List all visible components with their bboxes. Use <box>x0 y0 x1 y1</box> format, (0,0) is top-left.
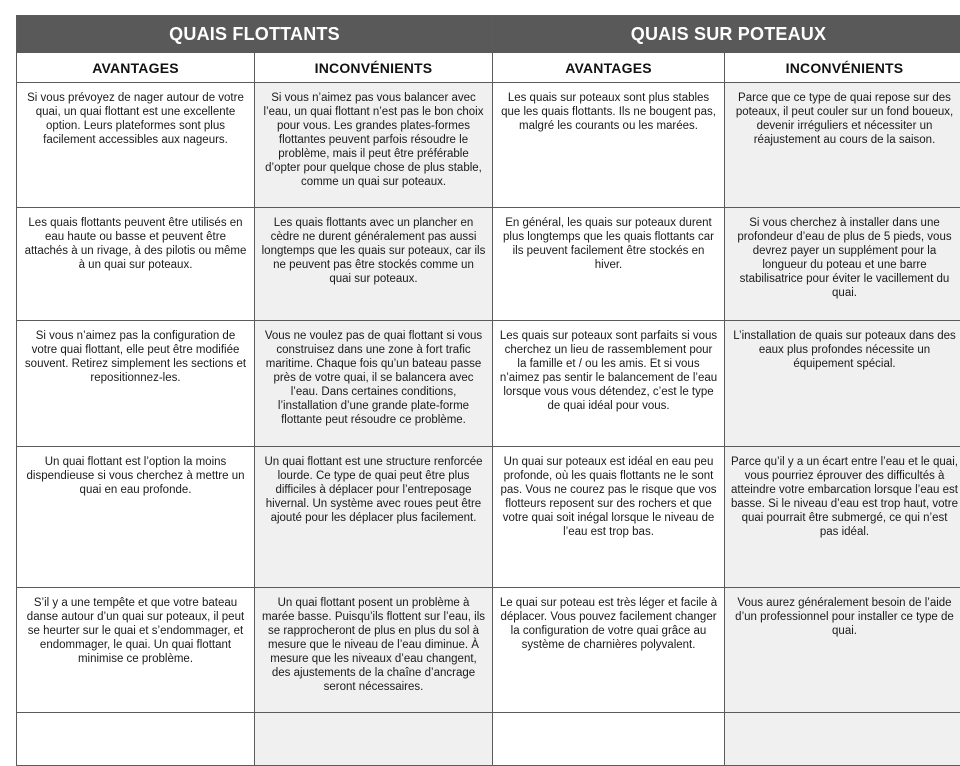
table-cell <box>493 713 725 766</box>
table-cell: L’installation de quais sur poteaux dans des eaux plus profondes nécessite un équipement spécial. <box>725 321 960 447</box>
table-row <box>17 713 960 766</box>
table-cell <box>17 713 255 766</box>
table-cell: Si vous prévoyez de nager autour de votre quai, un quai flottant est une excellente option. Leurs plateformes sont plus facilement accessibles aux nageurs. <box>17 83 255 208</box>
table-cell: Un quai sur poteaux est idéal en eau peu profonde, où les quais flottants ne le sont pas. Vous ne courez pas le risque que vos flotteurs reposent sur des rochers et que votre quai soit inégal lorsque le niveau de l’eau est trop bas. <box>493 447 725 588</box>
table-cell: Le quai sur poteau est très léger et facile à déplacer. Vous pouvez facilement changer la configuration de votre quai grâce au système de charnières polyvalent. <box>493 588 725 713</box>
column-header-row <box>17 53 960 83</box>
table-cell: Si vous n’aimez pas la configuration de votre quai flottant, elle peut être modifiée souvent. Retirez simplement les sections et repositionnez-les. <box>17 321 255 447</box>
column-header-post-advantages: AVANTAGES <box>493 53 725 83</box>
table-cell: Si vous n’aimez pas vous balancer avec l’eau, un quai flottant n’est pas le bon choix pour vous. Les grandes plates-formes flottantes peuvent parfois résoudre le problème, mais il peut être préférable d’opter pour quelque chose de plus stable, comme un quai sur poteaux. <box>255 83 493 208</box>
table-cell: En général, les quais sur poteaux durent plus longtemps que les quais flottants car ils peuvent facilement être stockés en hiver. <box>493 208 725 321</box>
table-row <box>17 321 960 447</box>
table-cell: Parce que ce type de quai repose sur des poteaux, il peut couler sur un fond boueux, devenir irréguliers et nécessiter un réajustement au cours de la saison. <box>725 83 960 208</box>
table-cell: Vous aurez généralement besoin de l’aide d’un professionnel pour installer ce type de quai. <box>725 588 960 713</box>
group-header-post-docks: QUAIS SUR POTEAUX <box>493 16 960 53</box>
table-cell: Les quais flottants peuvent être utilisés en eau haute ou basse et peuvent être attachés à un rivage, à des pilotis ou même à un quai sur poteaux. <box>17 208 255 321</box>
table-row <box>17 83 960 208</box>
table-cell: Un quai flottant posent un problème à marée basse. Puisqu’ils flottent sur l’eau, ils se rapprocheront de plus en plus du sol à mesure que le niveau de l’eau diminue. À mesure que les niveaux d’eau changent, des ajustements de la chaîne d’ancrage seront nécessaires. <box>255 588 493 713</box>
table-cell <box>255 713 493 766</box>
table-row <box>17 447 960 588</box>
table-row <box>17 588 960 713</box>
table-cell: Un quai flottant est l’option la moins dispendieuse si vous cherchez à mettre un quai en eau profonde. <box>17 447 255 588</box>
column-header-floating-advantages: AVANTAGES <box>17 53 255 83</box>
table-cell: Un quai flottant est une structure renforcée lourde. Ce type de quai peut être plus difficiles à déplacer pour l’entreposage hivernal. Un système avec roues peut être ajouté pour les déplacer plus facilement. <box>255 447 493 588</box>
dock-comparison-table <box>16 15 960 766</box>
table-cell: Parce qu’il y a un écart entre l’eau et le quai, vous pourriez éprouver des difficultés à atteindre votre embarcation lorsque l’eau est basse. Si le niveau d’eau est trop haut, votre quai pourrait être submergé, ce qui n’est pas idéal. <box>725 447 960 588</box>
table-cell: Vous ne voulez pas de quai flottant si vous construisez dans une zone à fort trafic maritime. Chaque fois qu’un bateau passe près de votre quai, il se balancera avec l’eau. Dans certaines conditions, l’installation d’une grande plate-forme flottante peut résoudre ce problème. <box>255 321 493 447</box>
group-header-floating-docks: QUAIS FLOTTANTS <box>17 16 493 53</box>
group-header-row <box>17 16 960 53</box>
column-header-floating-disadvantages: INCONVÉNIENTS <box>255 53 493 83</box>
table-cell: Les quais sur poteaux sont plus stables que les quais flottants. Ils ne bougent pas, malgré les courants ou les marées. <box>493 83 725 208</box>
table-cell: S’il y a une tempête et que votre bateau danse autour d’un quai sur poteaux, il peut se heurter sur le quai et s’endommager, et endommager, le quai. Un quai flottant minimise ce problème. <box>17 588 255 713</box>
table-cell: Si vous cherchez à installer dans une profondeur d’eau de plus de 5 pieds, vous devrez payer un supplément pour la longueur du poteau et une barre stabilisatrice pour éviter le vacillement du quai. <box>725 208 960 321</box>
table-cell: Les quais flottants avec un plancher en cèdre ne durent généralement pas aussi longtemps que les quais sur poteaux, car ils ne peuvent pas être stockés comme un quai sur poteaux. <box>255 208 493 321</box>
table-row <box>17 208 960 321</box>
table-cell <box>725 713 960 766</box>
column-header-post-disadvantages: INCONVÉNIENTS <box>725 53 960 83</box>
table-cell: Les quais sur poteaux sont parfaits si vous cherchez un lieu de rassemblement pour la famille et / ou les amis. Et si vous n’aimez pas sentir le balancement de l’eau lorsque vous vous détendez, c’est le type de quai idéal pour vous. <box>493 321 725 447</box>
